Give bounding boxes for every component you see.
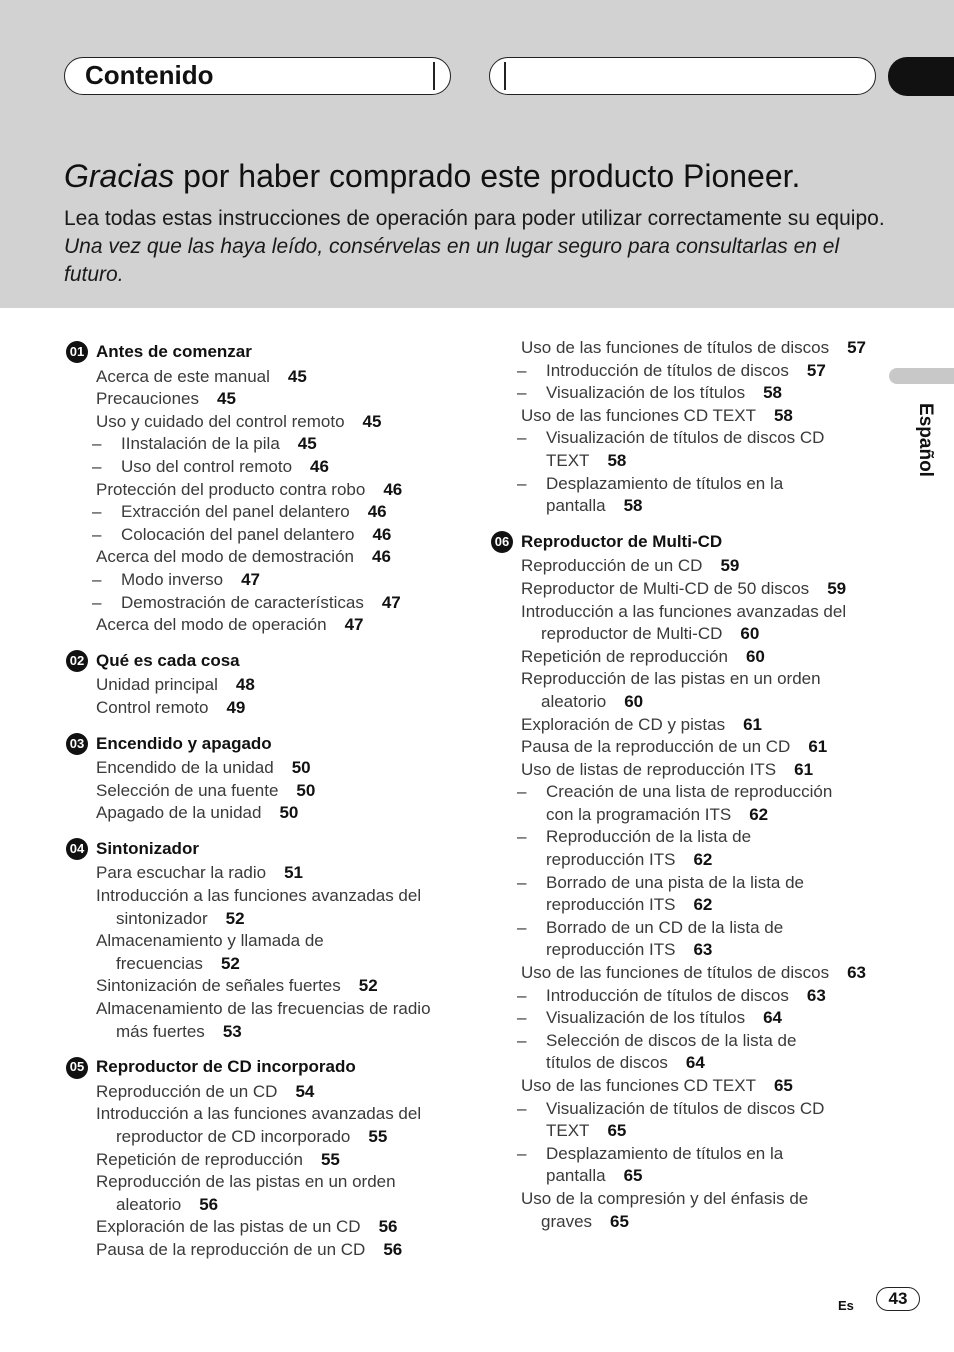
entry-text bbox=[521, 1188, 881, 1211]
entry-label: Borrado de un CD de la lista de bbox=[546, 917, 784, 937]
entry-text bbox=[121, 524, 466, 547]
page-ref: 63 bbox=[847, 963, 866, 983]
toc-subentry bbox=[66, 501, 466, 524]
page-ref: 65 bbox=[607, 1121, 627, 1141]
entry-label: Extracción del panel delantero bbox=[121, 502, 350, 522]
section-number-badge: 05 bbox=[66, 1057, 88, 1079]
entry-label: reproductor de CD incorporado bbox=[116, 1127, 351, 1146]
toc-subentry bbox=[66, 592, 466, 615]
toc-subentry bbox=[491, 985, 881, 1008]
page-ref: 45 bbox=[362, 411, 382, 431]
page-ref: 47 bbox=[241, 569, 260, 589]
page-ref: 61 bbox=[794, 759, 814, 779]
section-number-badge: 03 bbox=[66, 733, 88, 755]
page-ref: 45 bbox=[297, 434, 317, 454]
toc-subentry bbox=[66, 524, 466, 547]
toc-entry bbox=[66, 411, 466, 434]
toc-section bbox=[66, 341, 466, 637]
footer-lang-code: Es bbox=[838, 1298, 854, 1313]
entry-text bbox=[546, 939, 881, 962]
entry-text bbox=[521, 1075, 881, 1098]
entry-text bbox=[121, 592, 466, 615]
entry-text bbox=[546, 781, 881, 804]
page-ref: 65 bbox=[610, 1211, 629, 1231]
toc-entry bbox=[66, 674, 466, 697]
headline-text: por haber comprado este producto Pioneer. bbox=[174, 158, 801, 194]
page-ref: 56 bbox=[199, 1194, 219, 1214]
toc-entry bbox=[491, 668, 881, 713]
entry-text bbox=[96, 1126, 466, 1149]
entry-label: Uso de las funciones CD TEXT bbox=[521, 1076, 756, 1095]
section-number-badge: 04 bbox=[66, 838, 88, 860]
toc-subentry bbox=[66, 569, 466, 592]
entry-label: Exploración de CD y pistas bbox=[521, 714, 726, 734]
entry-label: Creación de una lista de reproducción bbox=[546, 782, 833, 802]
section-title: Reproductor de CD incorporado bbox=[96, 1057, 356, 1077]
section-title: Qué es cada cosa bbox=[96, 650, 240, 670]
section-heading bbox=[66, 1056, 466, 1079]
intro-text: Lea todas estas instrucciones de operación para poder utilizar correctamente su equipo. bbox=[64, 207, 885, 230]
toc-subentry bbox=[66, 456, 466, 479]
page-ref: 60 bbox=[740, 624, 760, 644]
entry-label: Selección de discos de la lista de bbox=[546, 1030, 797, 1050]
page-ref: 59 bbox=[827, 578, 847, 598]
entry-label: Uso y cuidado del control remoto bbox=[96, 411, 345, 431]
entry-text bbox=[546, 1143, 881, 1166]
entry-label: con la programación ITS bbox=[546, 804, 732, 824]
toc-subentry bbox=[491, 1007, 881, 1030]
toc-subentry bbox=[491, 826, 881, 871]
entry-label: Protección del producto contra robo bbox=[96, 479, 366, 499]
contents-title-box bbox=[64, 57, 451, 95]
entry-text bbox=[521, 601, 881, 624]
divider bbox=[433, 62, 435, 90]
page-ref: 47 bbox=[344, 615, 364, 635]
page-ref: 60 bbox=[624, 691, 644, 711]
entry-text bbox=[96, 802, 466, 825]
entry-text bbox=[546, 382, 881, 405]
entry-text bbox=[96, 908, 466, 931]
entry-label: Uso de las funciones de títulos de discos bbox=[521, 963, 830, 983]
page-ref: 54 bbox=[295, 1081, 315, 1101]
section-title: Reproductor de Multi-CD bbox=[521, 531, 723, 551]
page-ref: 57 bbox=[806, 360, 826, 380]
page-ref: 59 bbox=[720, 556, 740, 576]
entry-label: Introducción a las funciones avanzadas del bbox=[96, 1104, 422, 1124]
entry-text bbox=[121, 433, 466, 456]
toc-subentry bbox=[491, 781, 881, 826]
entry-text bbox=[521, 578, 881, 601]
entry-label: Unidad principal bbox=[96, 675, 218, 695]
entry-text bbox=[521, 646, 881, 669]
toc-subentry bbox=[66, 433, 466, 456]
entry-text bbox=[521, 555, 881, 578]
page-title: Contenido bbox=[85, 60, 214, 90]
entry-label: IInstalación de la pila bbox=[121, 434, 280, 454]
entry-label: TEXT bbox=[546, 1121, 590, 1141]
entry-text bbox=[96, 1171, 466, 1194]
toc-entry bbox=[491, 714, 881, 737]
toc-subentry bbox=[491, 1143, 881, 1188]
section-heading bbox=[491, 531, 881, 554]
page-ref: 47 bbox=[381, 592, 401, 612]
entry-text bbox=[521, 405, 881, 428]
toc-entry bbox=[66, 614, 466, 637]
blank-title-box bbox=[489, 57, 876, 95]
entry-text bbox=[96, 885, 466, 908]
toc-entry bbox=[66, 388, 466, 411]
page-ref: 48 bbox=[235, 675, 255, 695]
toc-section bbox=[66, 650, 466, 720]
entry-label: Visualización de los títulos bbox=[546, 1008, 746, 1028]
entry-label: graves bbox=[541, 1211, 593, 1231]
page-ref: 45 bbox=[287, 366, 307, 386]
page-ref: 61 bbox=[808, 737, 828, 757]
entry-text bbox=[546, 427, 881, 450]
toc-entry bbox=[66, 885, 466, 930]
entry-text bbox=[121, 569, 466, 592]
entry-text bbox=[96, 975, 466, 998]
entry-label: Desplazamiento de títulos en la bbox=[546, 473, 784, 493]
entry-label: títulos de discos bbox=[546, 1053, 668, 1073]
entry-label: Reproducción de la lista de bbox=[546, 827, 752, 847]
toc-subentry bbox=[491, 382, 881, 405]
intro-italic-text: Una vez que las haya leído, consérvelas en un lugar seguro para consultarlas en el futuro. bbox=[64, 235, 840, 286]
entry-label: Acerca del modo de demostración bbox=[96, 547, 354, 567]
entry-label: Exploración de las pistas de un CD bbox=[96, 1217, 361, 1237]
entry-text bbox=[96, 546, 466, 569]
entry-label: Control remoto bbox=[96, 697, 209, 717]
entry-text bbox=[96, 674, 466, 697]
entry-label: aleatorio bbox=[541, 691, 607, 711]
toc-entry bbox=[66, 1081, 466, 1104]
toc-entry bbox=[66, 479, 466, 502]
page-ref: 61 bbox=[743, 714, 763, 734]
page-ref: 50 bbox=[296, 780, 316, 800]
toc-entry bbox=[66, 1103, 466, 1148]
toc-entry bbox=[66, 975, 466, 998]
entry-label: pantalla bbox=[546, 1166, 606, 1186]
page-ref: 56 bbox=[383, 1239, 403, 1259]
entry-label: Introducción de títulos de discos bbox=[546, 360, 789, 380]
page-ref: 63 bbox=[806, 985, 826, 1005]
toc-section bbox=[66, 733, 466, 825]
section-title: Sintonizador bbox=[96, 838, 199, 858]
entry-text bbox=[521, 1211, 881, 1234]
toc-entry bbox=[66, 1216, 466, 1239]
entry-text bbox=[121, 501, 466, 524]
page-ref: 46 bbox=[367, 502, 387, 522]
toc-subentry bbox=[491, 360, 881, 383]
page-ref: 62 bbox=[749, 804, 769, 824]
entry-text bbox=[521, 691, 881, 714]
toc-entry bbox=[66, 697, 466, 720]
section-heading bbox=[66, 650, 466, 673]
entry-label: pantalla bbox=[546, 496, 606, 516]
entry-label: Reproducción de un CD bbox=[96, 1081, 278, 1101]
section-heading bbox=[66, 341, 466, 364]
page-ref: 63 bbox=[693, 940, 713, 960]
section-number-badge: 01 bbox=[66, 341, 88, 363]
toc-entry bbox=[66, 757, 466, 780]
entry-text bbox=[96, 479, 466, 502]
entry-label: sintonizador bbox=[116, 908, 208, 928]
entry-label: Uso de listas de reproducción ITS bbox=[521, 759, 777, 779]
entry-label: Precauciones bbox=[96, 389, 200, 409]
entry-text bbox=[521, 759, 881, 782]
headline-italic: Gracias bbox=[64, 158, 175, 194]
entry-label: Uso de las funciones CD TEXT bbox=[521, 405, 756, 425]
entry-label: aleatorio bbox=[116, 1194, 182, 1214]
page-ref: 46 bbox=[383, 479, 403, 499]
entry-text bbox=[96, 1021, 466, 1044]
toc-entry bbox=[491, 405, 881, 428]
entry-text bbox=[521, 714, 881, 737]
page-ref: 58 bbox=[607, 450, 627, 470]
page-ref: 53 bbox=[222, 1021, 242, 1041]
divider bbox=[504, 62, 506, 90]
page-ref: 57 bbox=[847, 338, 866, 357]
entry-label: Demostración de características bbox=[121, 592, 364, 612]
entry-text bbox=[96, 1081, 466, 1104]
entry-text bbox=[546, 985, 881, 1008]
entry-text bbox=[521, 668, 881, 691]
toc-subentry bbox=[491, 917, 881, 962]
toc-left-column bbox=[66, 341, 466, 1262]
entry-label: Repetición de reproducción bbox=[96, 1149, 303, 1169]
entry-text bbox=[521, 736, 881, 759]
page-ref: 58 bbox=[623, 496, 643, 516]
toc-continuation bbox=[491, 337, 881, 518]
entry-text bbox=[96, 697, 466, 720]
page-ref: 50 bbox=[291, 758, 311, 778]
page-ref: 58 bbox=[773, 405, 793, 425]
entry-text bbox=[546, 1052, 881, 1075]
entry-label: Introducción a las funciones avanzadas del bbox=[521, 601, 847, 621]
entry-text bbox=[96, 1149, 466, 1172]
entry-text bbox=[546, 826, 881, 849]
entry-label: Selección de una fuente bbox=[96, 780, 279, 800]
section-number-badge: 02 bbox=[66, 650, 88, 672]
entry-label: TEXT bbox=[546, 450, 590, 470]
entry-text bbox=[96, 411, 466, 434]
entry-text bbox=[546, 1030, 881, 1053]
toc-entry bbox=[491, 759, 881, 782]
toc-entry bbox=[66, 1149, 466, 1172]
entry-label: Acerca del modo de operación bbox=[96, 615, 327, 635]
entry-label: Reproductor de Multi-CD de 50 discos bbox=[521, 578, 810, 598]
language-tab-marker bbox=[889, 368, 954, 384]
page-ref: 65 bbox=[623, 1166, 643, 1186]
toc-section bbox=[66, 1056, 466, 1261]
page-ref: 52 bbox=[225, 908, 245, 928]
page-ref: 62 bbox=[693, 850, 713, 870]
entry-label: Borrado de una pista de la lista de bbox=[546, 872, 805, 892]
language-label: Español bbox=[915, 403, 936, 477]
page-ref: 51 bbox=[284, 863, 304, 883]
section-heading bbox=[66, 838, 466, 861]
page-number: 43 bbox=[876, 1287, 920, 1311]
entry-text bbox=[96, 780, 466, 803]
entry-label: Reproducción de las pistas en un orden bbox=[96, 1172, 396, 1192]
section-title: Antes de comenzar bbox=[96, 342, 252, 361]
entry-label: reproducción ITS bbox=[546, 895, 676, 915]
entry-text bbox=[521, 962, 881, 985]
entry-text bbox=[546, 894, 881, 917]
entry-label: Pausa de la reproducción de un CD bbox=[521, 737, 791, 757]
toc-section bbox=[66, 838, 466, 1043]
entry-text bbox=[546, 495, 881, 518]
page-ref: 56 bbox=[378, 1217, 398, 1237]
entry-text bbox=[546, 849, 881, 872]
entry-label: Uso de la compresión y del énfasis de bbox=[521, 1188, 809, 1208]
toc-entry bbox=[491, 337, 881, 360]
entry-label: Uso de las funciones de títulos de discos bbox=[521, 338, 830, 357]
entry-text bbox=[96, 998, 466, 1021]
entry-label: frecuencias bbox=[116, 953, 203, 973]
entry-text bbox=[546, 1120, 881, 1143]
entry-label: Modo inverso bbox=[121, 569, 224, 589]
toc-entry bbox=[66, 1171, 466, 1216]
entry-label: Visualización de los títulos bbox=[546, 383, 746, 403]
page-ref: 58 bbox=[763, 383, 782, 403]
entry-label: Colocación del panel delantero bbox=[121, 524, 355, 544]
entry-label: Reproducción de las pistas en un orden bbox=[521, 669, 821, 689]
toc-entry bbox=[491, 601, 881, 646]
toc-section bbox=[491, 531, 881, 1233]
entry-label: Apagado de la unidad bbox=[96, 803, 262, 823]
toc-entry bbox=[66, 930, 466, 975]
toc-entry bbox=[491, 578, 881, 601]
entry-label: más fuertes bbox=[116, 1021, 205, 1041]
entry-label: Repetición de reproducción bbox=[521, 646, 728, 666]
entry-text bbox=[96, 1239, 466, 1262]
entry-label: Sintonización de señales fuertes bbox=[96, 976, 341, 996]
toc-entry bbox=[491, 962, 881, 985]
entry-text bbox=[546, 1165, 881, 1188]
toc-entry bbox=[66, 366, 466, 389]
toc-subentry bbox=[491, 872, 881, 917]
entry-label: Encendido de la unidad bbox=[96, 758, 274, 778]
page-ref: 52 bbox=[220, 953, 240, 973]
section-heading bbox=[66, 733, 466, 756]
entry-text bbox=[96, 1194, 466, 1217]
intro-paragraph bbox=[64, 205, 894, 289]
toc-subentry bbox=[491, 427, 881, 472]
entry-label: Acerca de este manual bbox=[96, 366, 270, 386]
toc-entry bbox=[66, 862, 466, 885]
page-ref: 60 bbox=[745, 646, 765, 666]
entry-label: Introducción a las funciones avanzadas del bbox=[96, 886, 422, 906]
entry-label: Desplazamiento de títulos en la bbox=[546, 1143, 784, 1163]
entry-text bbox=[546, 804, 881, 827]
entry-text bbox=[546, 917, 881, 940]
entry-label: Almacenamiento y llamada de bbox=[96, 931, 324, 951]
section-number-badge: 06 bbox=[491, 531, 513, 553]
section-title: Encendido y apagado bbox=[96, 733, 272, 753]
entry-text bbox=[96, 366, 466, 389]
toc-subentry bbox=[491, 1098, 881, 1143]
entry-label: Para escuchar la radio bbox=[96, 863, 267, 883]
toc-right-column bbox=[491, 337, 881, 1233]
entry-text bbox=[96, 953, 466, 976]
page-ref: 55 bbox=[320, 1149, 340, 1169]
page-ref: 46 bbox=[371, 547, 391, 567]
entry-label: reproducción ITS bbox=[546, 850, 676, 870]
page-ref: 46 bbox=[310, 456, 329, 476]
page-ref: 62 bbox=[693, 895, 713, 915]
toc-entry bbox=[66, 780, 466, 803]
entry-text bbox=[546, 872, 881, 895]
page-ref: 50 bbox=[279, 803, 299, 823]
entry-label: reproducción ITS bbox=[546, 940, 676, 960]
toc-subentry bbox=[491, 473, 881, 518]
page-ref: 46 bbox=[372, 524, 392, 544]
entry-text bbox=[96, 757, 466, 780]
entry-label: Pausa de la reproducción de un CD bbox=[96, 1239, 366, 1259]
entry-label: Introducción de títulos de discos bbox=[546, 985, 789, 1005]
entry-label: Uso del control remoto bbox=[121, 456, 293, 476]
toc-entry bbox=[491, 1075, 881, 1098]
entry-text bbox=[521, 337, 881, 360]
page-ref: 52 bbox=[358, 976, 378, 996]
page-ref: 64 bbox=[685, 1053, 705, 1073]
toc-entry bbox=[66, 546, 466, 569]
entry-text bbox=[96, 614, 466, 637]
toc-entry bbox=[66, 802, 466, 825]
entry-text bbox=[546, 450, 881, 473]
entry-text bbox=[96, 1103, 466, 1126]
toc-entry bbox=[66, 998, 466, 1043]
entry-text bbox=[96, 930, 466, 953]
entry-label: Reproducción de un CD bbox=[521, 556, 703, 576]
entry-text bbox=[546, 360, 881, 383]
entry-text bbox=[96, 388, 466, 411]
page-ref: 64 bbox=[763, 1008, 782, 1028]
page-ref: 65 bbox=[773, 1076, 793, 1095]
entry-text bbox=[96, 1216, 466, 1239]
entry-text bbox=[121, 456, 466, 479]
entry-label: Visualización de títulos de discos CD bbox=[546, 1098, 825, 1118]
toc-entry bbox=[66, 1239, 466, 1262]
headline bbox=[64, 158, 800, 195]
section-tab bbox=[888, 57, 954, 96]
page-ref: 49 bbox=[226, 697, 246, 717]
toc-entry bbox=[491, 1188, 881, 1233]
entry-text bbox=[546, 473, 881, 496]
entry-text bbox=[521, 623, 881, 646]
page-ref: 55 bbox=[368, 1127, 388, 1146]
entry-label: Almacenamiento de las frecuencias de radio bbox=[96, 999, 431, 1019]
toc-entry bbox=[491, 736, 881, 759]
toc-entry bbox=[491, 555, 881, 578]
page-ref: 45 bbox=[217, 389, 236, 409]
entry-label: Visualización de títulos de discos CD bbox=[546, 428, 825, 448]
toc-entry bbox=[491, 646, 881, 669]
entry-text bbox=[546, 1007, 881, 1030]
entry-label: reproductor de Multi-CD bbox=[541, 624, 723, 644]
entry-text bbox=[546, 1098, 881, 1121]
toc-subentry bbox=[491, 1030, 881, 1075]
entry-text bbox=[96, 862, 466, 885]
